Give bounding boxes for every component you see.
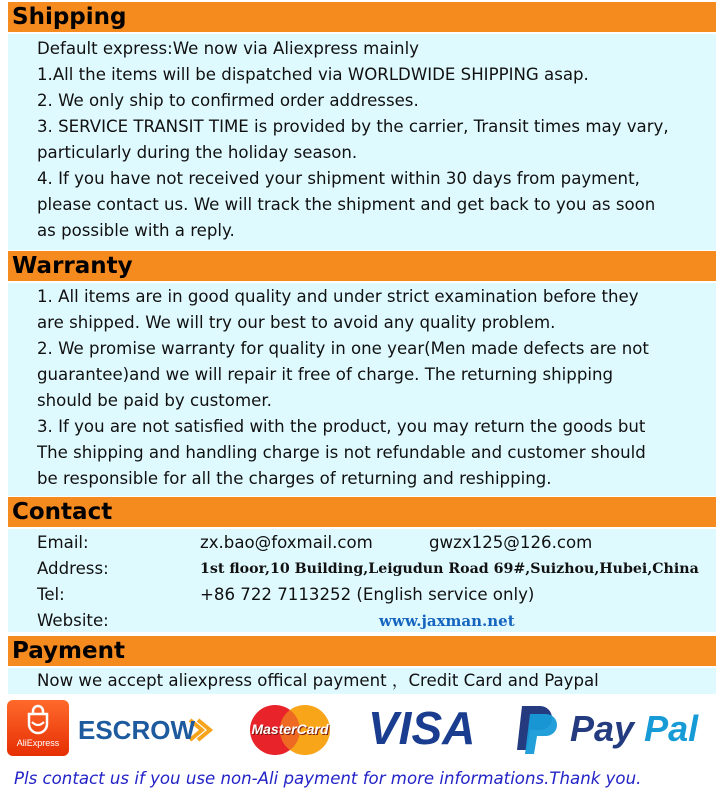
shipping-line: 2. We only ship to confirmed order addresses. bbox=[37, 91, 419, 110]
shipping-title: Shipping bbox=[12, 4, 127, 30]
mastercard-logo bbox=[240, 704, 340, 756]
payment-logos bbox=[0, 696, 728, 762]
warranty-header bbox=[8, 251, 716, 281]
shipping-panel bbox=[8, 34, 716, 250]
warranty-panel bbox=[8, 283, 716, 496]
shipping-line: as possible with a reply. bbox=[37, 221, 235, 240]
warranty-line: 2. We promise warranty for quality in one year(Men made defects are not bbox=[37, 339, 649, 358]
aliexpress-logo bbox=[7, 700, 69, 756]
website-label: Website: bbox=[37, 611, 109, 630]
shipping-line: particularly during the holiday season. bbox=[37, 143, 358, 162]
email-label: Email: bbox=[37, 533, 89, 552]
contact-website-row bbox=[37, 608, 710, 634]
email-primary[interactable]: zx.bao@foxmail.com bbox=[200, 533, 373, 552]
payment-text: Now we accept aliexpress offical payment ，Credit Card and Paypal bbox=[37, 671, 599, 690]
payment-title: Payment bbox=[12, 638, 125, 664]
shipping-line: 1.All the items will be dispatched via WORLDWIDE SHIPPING asap. bbox=[37, 65, 589, 84]
shipping-line: please contact us. We will track the shipment and get back to you as soon bbox=[37, 195, 656, 214]
contact-email-row bbox=[37, 530, 710, 556]
aliexpress-logo-text: AliExpress bbox=[16, 738, 60, 748]
warranty-line: 3. If you are not satisfied with the product, you may return the goods but bbox=[37, 417, 646, 436]
shipping-line: 3. SERVICE TRANSIT TIME is provided by the carrier, Transit times may vary, bbox=[37, 117, 669, 136]
payment-header bbox=[8, 636, 716, 666]
website-link[interactable]: www.jaxman.net bbox=[379, 612, 515, 630]
warranty-line: 1. All items are in good quality and under strict examination before they bbox=[37, 287, 639, 306]
contact-title: Contact bbox=[12, 499, 113, 525]
visa-logo-text: VISA bbox=[368, 702, 476, 754]
footer-note: Pls contact us if you use non-Ali payment for more informations.Thank you. bbox=[14, 769, 642, 788]
mastercard-logo-text: MasterCard bbox=[251, 721, 329, 737]
paypal-wordmark bbox=[570, 704, 698, 754]
email-secondary[interactable]: gwzx125@126.com bbox=[429, 533, 593, 552]
warranty-line: are shipped. We will try our best to avoid any quality problem. bbox=[37, 313, 556, 332]
tel-label: Tel: bbox=[37, 585, 65, 604]
shipping-line: Default express:We now via Aliexpress mainly bbox=[37, 39, 419, 58]
contact-address-row bbox=[37, 556, 710, 582]
shipping-line: 4. If you have not received your shipment within 30 days from payment, bbox=[37, 169, 640, 188]
warranty-line: guarantee)and we will repair it free of charge. The returning shipping bbox=[37, 365, 614, 384]
paypal-logo bbox=[514, 702, 720, 756]
payment-panel bbox=[8, 668, 716, 694]
address-label: Address: bbox=[37, 559, 109, 578]
escrow-logo-text: ESCROW bbox=[78, 715, 195, 745]
address-value: 1st floor,10 Building,Leigudun Road 69#,Suizhou,Hubei,China bbox=[200, 561, 699, 577]
tel-value: +86 722 7113252 (English service only) bbox=[200, 585, 535, 604]
visa-logo bbox=[368, 702, 480, 754]
paypal-p-icon bbox=[514, 702, 560, 756]
contact-header bbox=[8, 497, 716, 527]
warranty-line: be responsible for all the charges of returning and reshipping. bbox=[37, 469, 552, 488]
warranty-line: The shipping and handling charge is not refundable and customer should bbox=[37, 443, 646, 462]
warranty-line: should be paid by customer. bbox=[37, 391, 272, 410]
warranty-title: Warranty bbox=[12, 253, 133, 279]
paypal-wordmark-text: Pay bbox=[570, 708, 635, 749]
paypal-wordmark-pal: Pal bbox=[644, 708, 699, 749]
shipping-header bbox=[8, 2, 716, 32]
contact-panel bbox=[8, 529, 716, 632]
escrow-logo bbox=[78, 714, 228, 746]
contact-tel-row bbox=[37, 582, 710, 608]
